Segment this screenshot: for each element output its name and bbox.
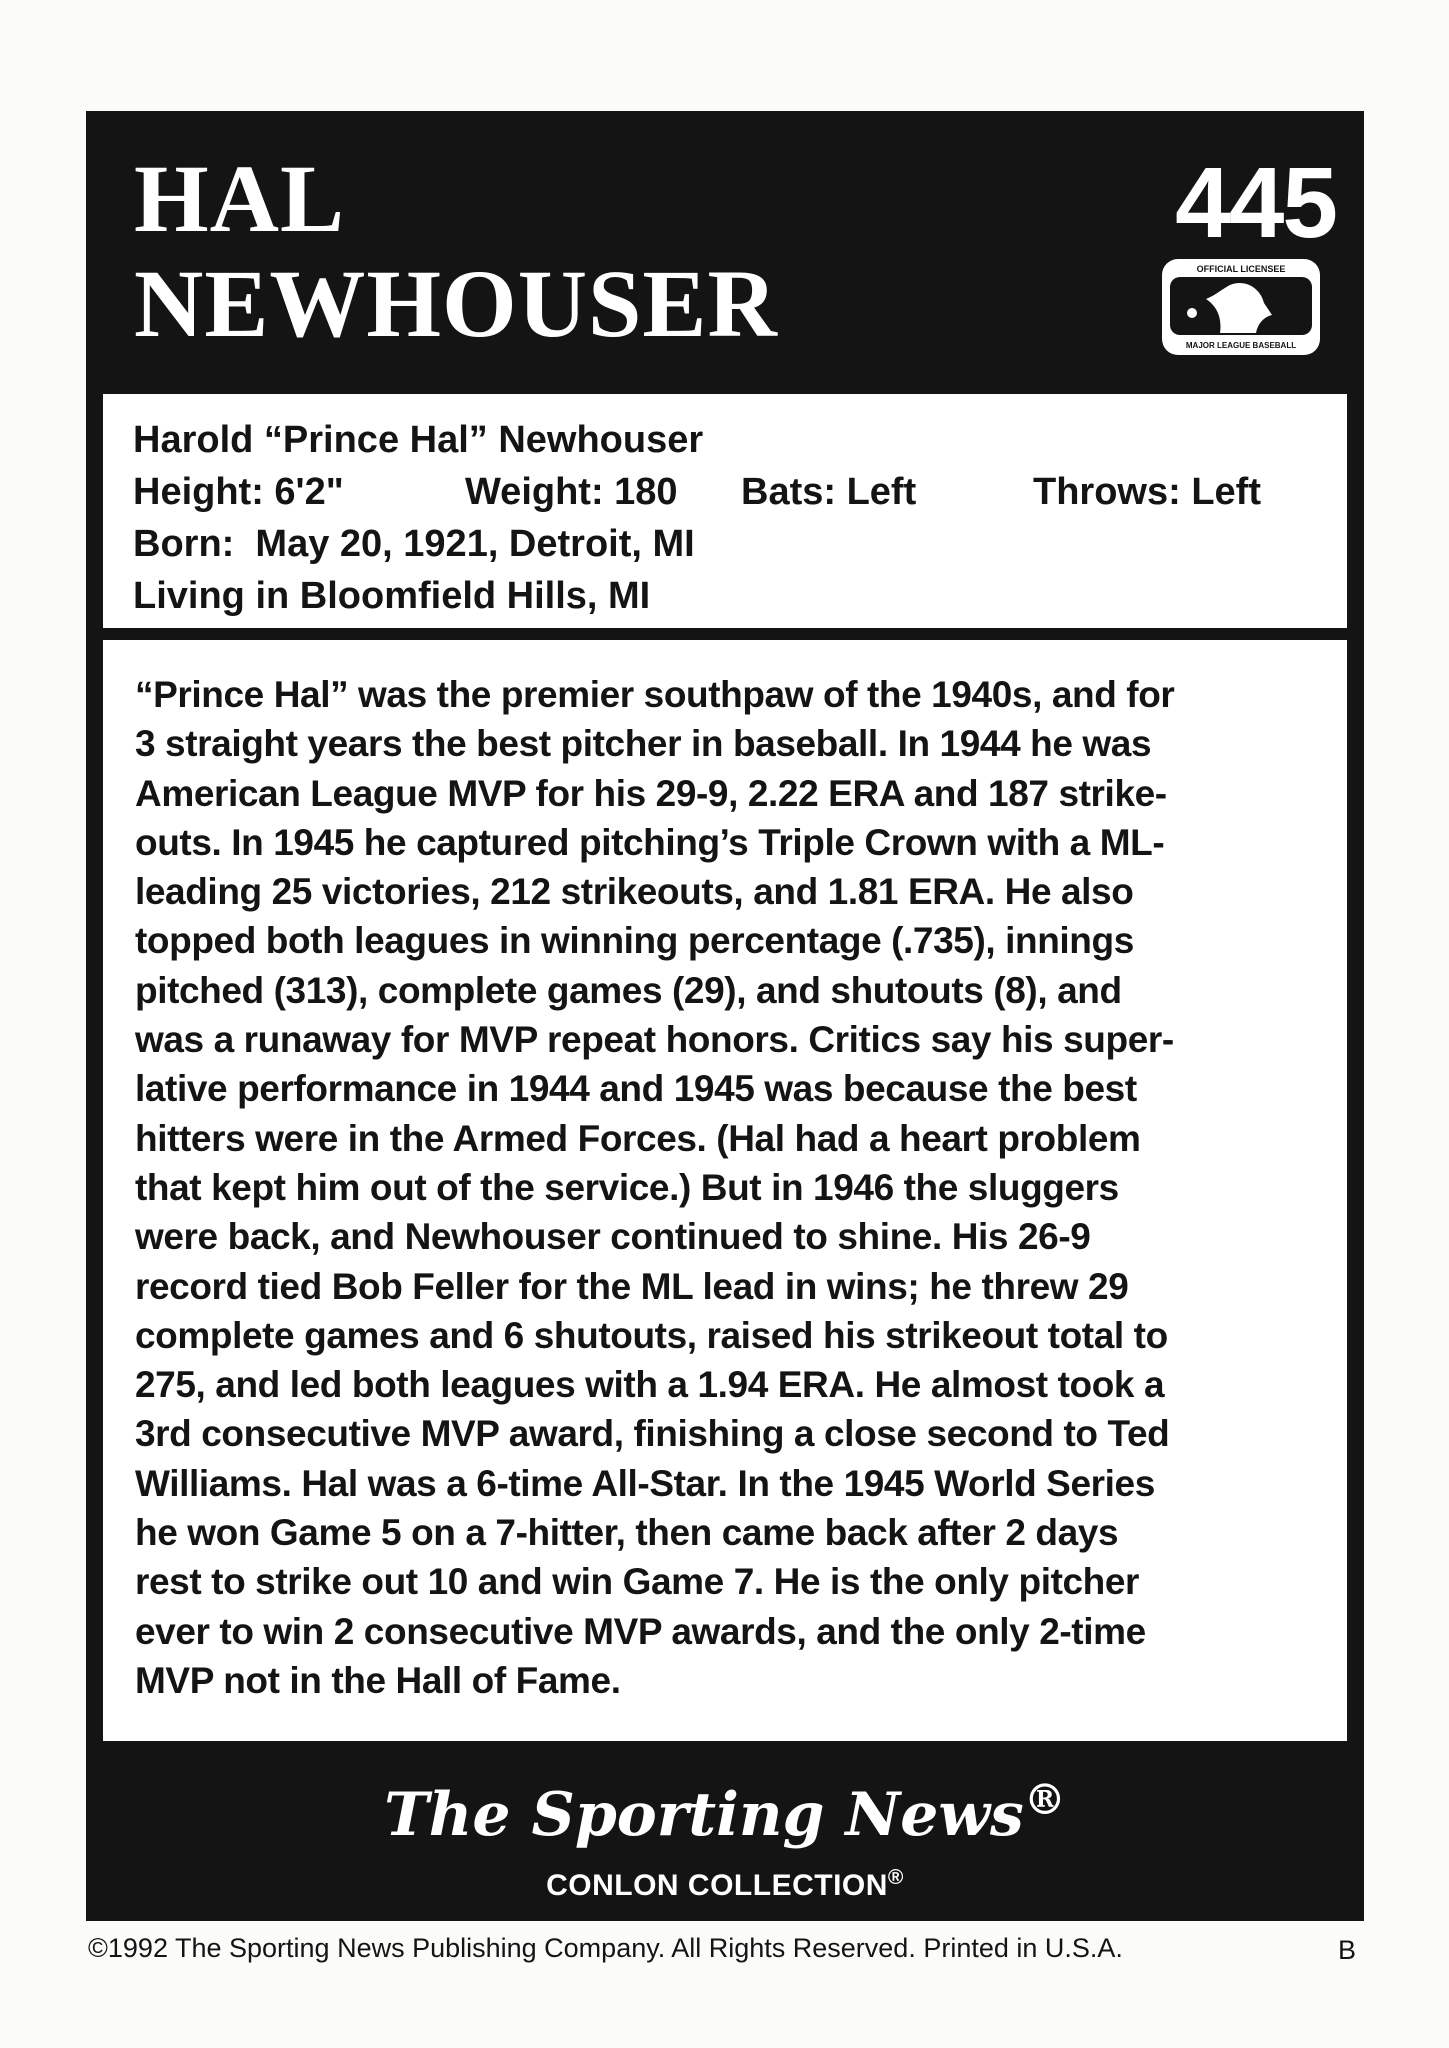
bio-line: American League MVP for his 29-9, 2.22 ERA and 187 strike- — [135, 772, 1167, 814]
collection-name — [86, 1868, 1364, 1904]
bio-line: pitched (313), complete games (29), and shutouts (8), and — [135, 969, 1122, 1011]
residence: Living in Bloomfield Hills, MI — [133, 575, 651, 617]
bio-line: 3rd consecutive MVP award, finishing a close second to Ted — [135, 1413, 1170, 1455]
card-back — [86, 111, 1364, 1921]
residence-row — [133, 570, 1317, 622]
height: Height: 6'2" — [133, 471, 344, 513]
throws: Throws: Left — [1033, 471, 1261, 513]
bio-line: leading 25 victories, 212 strikeouts, and 1.81 ERA. He also — [135, 871, 1134, 913]
copyright-line: ©1992 The Sporting News Publishing Company. All Rights Reserved. Printed in U.S.A. — [88, 1933, 1123, 1963]
bio-line: “Prince Hal” was the premier southpaw of the 1940s, and for — [135, 674, 1175, 715]
bio-line: he won Game 5 on a 7-hitter, then came back after 2 days — [135, 1512, 1119, 1554]
bio-line: that kept him out of the service.) But in 1946 the sluggers — [135, 1166, 1119, 1208]
registered-mark: ® — [1023, 1775, 1066, 1824]
bio-line: lative performance in 1944 and 1945 was because the best — [135, 1068, 1137, 1110]
bio-line: 275, and led both leagues with a 1.94 ERA. He almost took a — [135, 1364, 1165, 1406]
bio-line: rest to strike out 10 and win Game 7. He is the only pitcher — [135, 1561, 1140, 1603]
print-code: B — [1338, 1935, 1357, 1965]
registered-mark: ® — [887, 1866, 904, 1889]
card-number: 445 — [1175, 147, 1336, 259]
bio-line: 3 straight years the best pitcher in baseball. In 1944 he was — [135, 723, 1152, 765]
mlb-logo-icon — [1160, 257, 1322, 357]
measurements-row — [133, 466, 1317, 518]
bio-line: complete games and 6 shutouts, raised his strikeout total to — [135, 1314, 1168, 1356]
bio-line: topped both leagues in winning percentage (.735), innings — [135, 920, 1134, 962]
player-vitals-panel — [103, 394, 1347, 628]
bio-line: hitters were in the Armed Forces. (Hal had a heart problem — [135, 1117, 1141, 1159]
bats: Bats: Left — [741, 471, 917, 513]
publisher-logo — [86, 1775, 1364, 1850]
bio-line: outs. In 1945 he captured pitching’s Triple Crown with a ML- — [135, 821, 1165, 863]
bio-line: were back, and Newhouser continued to shine. His 26-9 — [135, 1216, 1091, 1258]
collection-label: CONLON COLLECTION — [546, 1869, 888, 1902]
born: Born: May 20, 1921, Detroit, MI — [133, 523, 695, 565]
born-row — [133, 518, 1317, 570]
bio-line: Williams. Hal was a 6-time All-Star. In the 1945 World Series — [135, 1462, 1155, 1504]
logo-top-text: OFFICIAL LICENSEE — [1196, 264, 1286, 274]
bio-line: ever to win 2 consecutive MVP awards, and the only 2-time — [135, 1610, 1146, 1652]
bio-line: MVP not in the Hall of Fame. — [135, 1659, 621, 1701]
logo-bottom-text: MAJOR LEAGUE BASEBALL — [1185, 341, 1297, 350]
weight: Weight: 180 — [465, 471, 678, 513]
publisher-name: The Sporting News — [384, 1780, 1024, 1850]
bio-line: record tied Bob Feller for the ML lead in wins; he threw 29 — [135, 1265, 1129, 1307]
bio-line: was a runaway for MVP repeat honors. Critics say his super- — [135, 1019, 1174, 1061]
player-last-name: NEWHOUSER — [134, 250, 778, 357]
full-name: Harold “Prince Hal” Newhouser — [133, 419, 704, 461]
biography-panel — [103, 640, 1347, 1741]
full-name-row — [133, 414, 1317, 466]
player-first-name: HAL — [134, 145, 346, 252]
